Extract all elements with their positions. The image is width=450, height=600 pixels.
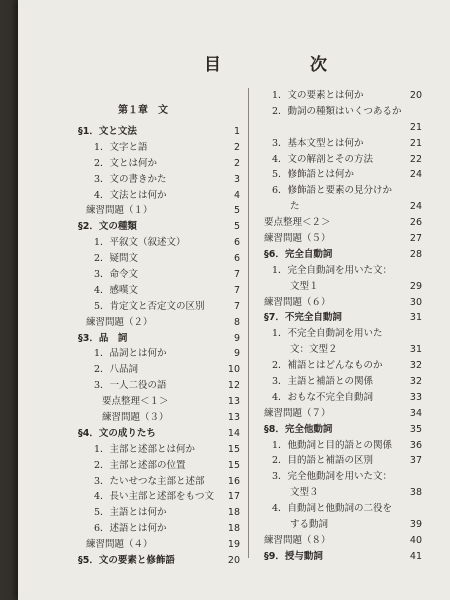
toc-section bbox=[78, 553, 240, 569]
toc-page-number: 8 bbox=[233, 316, 240, 328]
toc-entry bbox=[78, 458, 240, 474]
toc-left-column bbox=[78, 98, 240, 569]
toc-entry bbox=[264, 199, 422, 215]
toc-entry bbox=[78, 521, 240, 537]
toc-entry-title: 1．文の要素とは何か bbox=[272, 90, 364, 101]
toc-entry-title: 練習問題（４） bbox=[86, 539, 153, 551]
toc-entry-title: 練習問題（７） bbox=[264, 407, 331, 419]
toc-entry bbox=[264, 183, 422, 199]
toc-entry bbox=[264, 501, 422, 517]
toc-entry bbox=[264, 295, 422, 311]
toc-entry-title: 2．補語とはどんなものか bbox=[272, 360, 383, 372]
column-divider bbox=[248, 88, 249, 558]
toc-entry bbox=[264, 517, 422, 533]
toc-entry-title: 4．文の解剖とその方法 bbox=[272, 153, 374, 165]
toc-page-number: 5 bbox=[233, 221, 240, 233]
toc-page-number: 24 bbox=[409, 201, 422, 213]
toc-page-number: 32 bbox=[409, 360, 422, 372]
toc-entry-title: §8．完全他動詞 bbox=[264, 423, 333, 435]
toc-entry-title: 2．八品詞 bbox=[94, 364, 139, 376]
toc-entry-title: 1．品詞とは何か bbox=[94, 348, 167, 360]
toc-entry-title: 5．肯定文と否定文の区別 bbox=[94, 300, 205, 312]
toc-section bbox=[264, 247, 422, 263]
toc-page-number: 14 bbox=[227, 427, 240, 439]
toc-entry-title: 3．命令文 bbox=[94, 269, 139, 281]
toc-entry-title: 1．完全自動詞を用いた文： bbox=[272, 264, 393, 276]
toc-section bbox=[78, 331, 240, 347]
toc-page-number: 3 bbox=[233, 173, 240, 185]
toc-entry-title: 練習問題（５） bbox=[264, 233, 331, 245]
toc-entry bbox=[264, 358, 422, 374]
toc-section bbox=[264, 422, 422, 438]
toc-entry-title: §4．文の成りたち bbox=[78, 427, 156, 439]
chapter-heading bbox=[78, 98, 240, 124]
toc-page-number: 38 bbox=[409, 487, 422, 499]
toc-page-number: 35 bbox=[409, 423, 422, 435]
toc-entry-title: §5．文の要素と修飾語 bbox=[78, 555, 175, 567]
toc-entry-title: 3．文の書きかた bbox=[94, 173, 167, 185]
toc-entry bbox=[264, 453, 422, 469]
toc-page-number: 41 bbox=[409, 550, 422, 562]
toc-entry bbox=[78, 235, 240, 251]
toc-entry bbox=[264, 438, 422, 454]
toc-page-number: 2 bbox=[233, 141, 240, 153]
toc-entry-title: 文型１ bbox=[290, 280, 319, 292]
toc-page-number: 20 bbox=[409, 90, 422, 101]
toc-page-number: 13 bbox=[227, 412, 240, 424]
toc-page-number: 20 bbox=[227, 555, 240, 567]
toc-page-number: 10 bbox=[227, 364, 240, 376]
toc-entry-title: 6．修飾語と要素の見分けか bbox=[272, 185, 393, 197]
toc-page-number: 28 bbox=[409, 248, 422, 260]
toc-entry bbox=[78, 203, 240, 219]
toc-entry-title: 4．おもな不完全自動詞 bbox=[272, 391, 374, 403]
toc-page-number: 31 bbox=[409, 312, 422, 324]
toc-entry-title: 2．目的語と補語の区別 bbox=[272, 455, 374, 467]
toc-entry bbox=[78, 394, 240, 410]
toc-entry-title: 1．他動詞と目的語との関係 bbox=[272, 439, 393, 451]
toc-page-number: 15 bbox=[227, 459, 240, 471]
toc-entry-title: 練習問題（２） bbox=[86, 316, 153, 328]
toc-entry bbox=[264, 152, 422, 168]
toc-entry bbox=[78, 505, 240, 521]
toc-page-number: 2 bbox=[233, 157, 240, 169]
toc-entry bbox=[264, 406, 422, 422]
book-page bbox=[18, 0, 450, 600]
toc-page-number: 34 bbox=[409, 407, 422, 419]
toc-entry-title: 文：文型２ bbox=[290, 344, 338, 356]
toc-entry-title: 文型３ bbox=[290, 487, 319, 499]
toc-page-number: 21 bbox=[409, 121, 422, 133]
toc-entry bbox=[78, 172, 240, 188]
toc-entry bbox=[78, 346, 240, 362]
toc-page-number: 9 bbox=[233, 332, 240, 344]
toc-entry-title: §2．文の種類 bbox=[78, 221, 137, 233]
toc-page-number: 40 bbox=[409, 534, 422, 546]
toc-page-number: 37 bbox=[409, 455, 422, 467]
toc-page-number: 30 bbox=[409, 296, 422, 308]
toc-entry bbox=[264, 88, 422, 104]
toc-page-number: 29 bbox=[409, 280, 422, 292]
toc-page-number: 4 bbox=[233, 189, 240, 201]
toc-page-number: 7 bbox=[233, 269, 240, 281]
toc-page-number: 31 bbox=[409, 344, 422, 356]
toc-section bbox=[78, 426, 240, 442]
toc-right-column bbox=[264, 88, 422, 565]
toc-entry-title: 4．文法とは何か bbox=[94, 189, 167, 201]
toc-entry-title: 4．自動詞と他動詞の二役を bbox=[272, 503, 393, 515]
toc-entry bbox=[264, 374, 422, 390]
toc-entry-title: 要点整理＜１＞ bbox=[102, 396, 169, 408]
toc-entry bbox=[78, 267, 240, 283]
toc-entry bbox=[78, 188, 240, 204]
toc-page-number: 7 bbox=[233, 300, 240, 312]
toc-entry bbox=[264, 342, 422, 358]
toc-entry-title: 1．平叙文（叙述文） bbox=[94, 237, 186, 249]
toc-entry bbox=[264, 215, 422, 231]
toc-page-number: 18 bbox=[227, 507, 240, 519]
toc-entry bbox=[78, 251, 240, 267]
toc-entry-title: 3．主語と補語との関係 bbox=[272, 376, 374, 388]
toc-entry bbox=[264, 469, 422, 485]
page-title: 目 次 bbox=[204, 55, 363, 75]
toc-entry bbox=[264, 120, 422, 136]
toc-entry bbox=[78, 140, 240, 156]
toc-entry-title: §3．品 詞 bbox=[78, 332, 128, 344]
toc-entry-title: §1．文と文法 bbox=[78, 126, 137, 137]
toc-entry-title: 要点整理＜２＞ bbox=[264, 217, 331, 229]
toc-section bbox=[264, 549, 422, 565]
toc-entry-title: た bbox=[290, 201, 300, 213]
toc-page-number: 17 bbox=[227, 491, 240, 503]
toc-entry bbox=[78, 362, 240, 378]
toc-entry bbox=[78, 442, 240, 458]
toc-page-number: 26 bbox=[409, 217, 422, 229]
toc-page-number: 39 bbox=[409, 519, 422, 531]
toc-entry bbox=[264, 167, 422, 183]
toc-page-number: 13 bbox=[227, 396, 240, 408]
toc-entry-title: 3．完全他動詞を用いた文： bbox=[272, 471, 393, 483]
toc-section bbox=[78, 219, 240, 235]
toc-entry bbox=[264, 263, 422, 279]
toc-page-number: 22 bbox=[409, 153, 422, 165]
toc-entry bbox=[78, 299, 240, 315]
toc-entry-title: 練習問題（１） bbox=[86, 205, 153, 217]
toc-entry bbox=[264, 231, 422, 247]
toc-page-number: 15 bbox=[227, 443, 240, 455]
toc-section bbox=[264, 310, 422, 326]
toc-page-number: 12 bbox=[227, 380, 240, 392]
toc-entry-title: 2．動詞の種類はいくつあるか bbox=[272, 105, 402, 117]
toc-page-number: 21 bbox=[409, 137, 422, 149]
toc-entry bbox=[78, 315, 240, 331]
toc-entry bbox=[78, 378, 240, 394]
toc-section bbox=[78, 124, 240, 140]
toc-entry-title: 3．一人二役の語 bbox=[94, 380, 167, 392]
toc-entry-title: 練習問題（８） bbox=[264, 534, 331, 546]
toc-page-number: 36 bbox=[409, 439, 422, 451]
toc-entry bbox=[264, 485, 422, 501]
toc-page-number: 18 bbox=[227, 523, 240, 535]
toc-entry-title: 練習問題（６） bbox=[264, 296, 331, 308]
toc-entry-title: 練習問題（３） bbox=[102, 412, 169, 424]
toc-entry-title: 2．疑問文 bbox=[94, 253, 139, 265]
toc-page-number: 5 bbox=[233, 205, 240, 217]
toc-entry bbox=[264, 136, 422, 152]
toc-entry-title: 5．修飾語とは何か bbox=[272, 169, 355, 181]
toc-page-number: 6 bbox=[233, 253, 240, 265]
toc-entry-title: 4．感嘆文 bbox=[94, 284, 139, 296]
toc-page-number: 27 bbox=[409, 233, 422, 245]
toc-entry-title: §7．不完全自動詞 bbox=[264, 312, 342, 324]
toc-entry-title: 3．基本文型とは何か bbox=[272, 137, 364, 149]
toc-entry bbox=[78, 474, 240, 490]
toc-entry bbox=[264, 104, 422, 120]
toc-entry-title: 2．文とは何か bbox=[94, 157, 158, 169]
toc-entry-title: 5．主語とは何か bbox=[94, 507, 167, 519]
toc-entry bbox=[264, 279, 422, 295]
toc-page-number: 9 bbox=[233, 348, 240, 360]
toc-entry-title: 4．長い主部と述部をもつ文 bbox=[94, 491, 215, 503]
toc-entry bbox=[264, 533, 422, 549]
toc-page-number: 1 bbox=[233, 126, 240, 137]
toc-entry-title: 1．主部と述部とは何か bbox=[94, 443, 196, 455]
toc-entry bbox=[78, 489, 240, 505]
toc-entry-title: 6．述語とは何か bbox=[94, 523, 167, 535]
toc-entry bbox=[78, 156, 240, 172]
toc-entry-title: 2．主部と述部の位置 bbox=[94, 459, 186, 471]
toc-page-number: 7 bbox=[233, 284, 240, 296]
toc-entry-title: 第１章 文 bbox=[118, 105, 168, 116]
toc-entry bbox=[78, 537, 240, 553]
toc-page-number: 6 bbox=[233, 237, 240, 249]
toc-page-number: 24 bbox=[409, 169, 422, 181]
toc-entry bbox=[264, 390, 422, 406]
toc-entry bbox=[78, 283, 240, 299]
toc-entry-title: §6．完全自動詞 bbox=[264, 248, 333, 260]
toc-entry bbox=[78, 410, 240, 426]
toc-entry-title: 1．文字と語 bbox=[94, 141, 148, 153]
toc-page-number: 32 bbox=[409, 376, 422, 388]
toc-entry-title: 1．不完全自動詞を用いた bbox=[272, 328, 383, 340]
toc-page-number: 16 bbox=[227, 475, 240, 487]
toc-entry-title: する動詞 bbox=[290, 519, 329, 531]
toc-entry-title: §9．授与動詞 bbox=[264, 550, 323, 562]
toc-entry-title: 3．たいせつな主部と述部 bbox=[94, 475, 205, 487]
toc-page-number: 19 bbox=[227, 539, 240, 551]
toc-page-number: 33 bbox=[409, 391, 422, 403]
toc-entry bbox=[264, 326, 422, 342]
